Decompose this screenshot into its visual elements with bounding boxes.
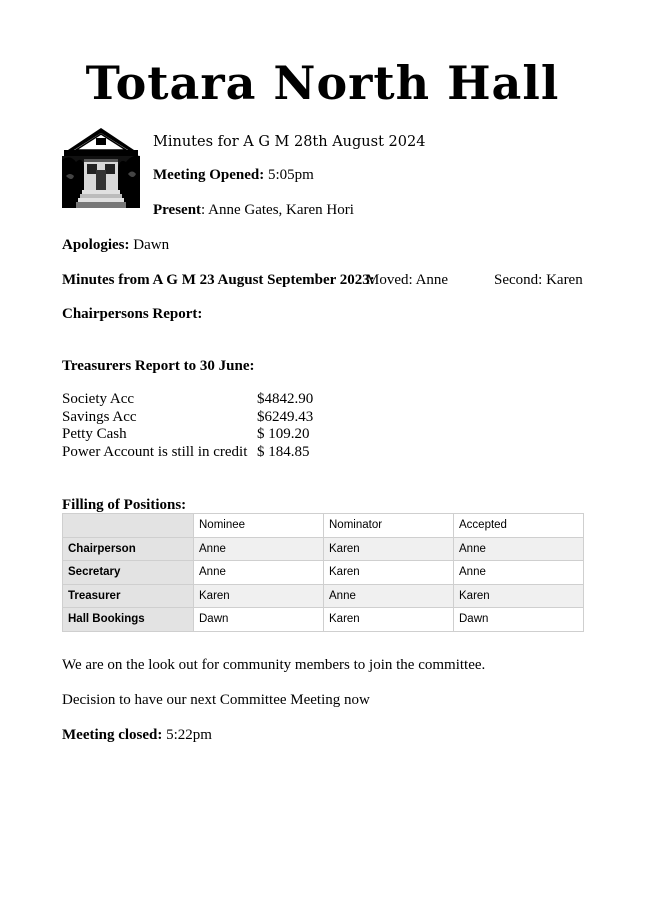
- table-header-cell: Nominee: [194, 514, 324, 538]
- table-row: [63, 561, 584, 585]
- meeting-closed-value: 5:22pm: [162, 727, 212, 743]
- table-cell: Karen: [454, 584, 584, 608]
- role-cell: Hall Bookings: [63, 608, 194, 632]
- treasurers-report-heading: [62, 357, 254, 375]
- decision-note: Decision to have our next Committee Meeting now: [62, 692, 370, 708]
- list-item: [62, 426, 313, 444]
- previous-minutes-second: Second: Karen: [494, 272, 583, 288]
- page-title: Totara North Hall: [85, 56, 560, 110]
- account-label: Petty Cash: [62, 426, 127, 442]
- meeting-closed-label: Meeting closed:: [62, 727, 163, 743]
- table-cell: Dawn: [194, 608, 324, 632]
- apologies: [62, 236, 169, 254]
- apologies-label: Apologies:: [62, 237, 130, 253]
- role-cell: Secretary: [63, 561, 194, 585]
- present: [153, 201, 354, 219]
- minutes-heading: Minutes for A G M 28th August 2024: [153, 134, 426, 150]
- account-value: $4842.90: [257, 391, 314, 407]
- treasurers-report-label: Treasurers Report to 30 June:: [62, 358, 255, 374]
- table-cell: Karen: [194, 584, 324, 608]
- table-header-row: [63, 514, 584, 538]
- previous-minutes: [62, 271, 375, 289]
- table-row: [63, 608, 584, 632]
- hall-building-icon: [62, 126, 140, 208]
- present-value: : Anne Gates, Karen Hori: [201, 202, 354, 218]
- table-cell: Karen: [324, 537, 454, 561]
- table-cell: Anne: [194, 561, 324, 585]
- account-value: $ 109.20: [257, 426, 310, 442]
- chairpersons-report: [62, 305, 202, 323]
- table-header-cell: [63, 514, 194, 538]
- treasurers-report-list: [62, 391, 313, 461]
- account-label: Society Acc: [62, 391, 135, 407]
- account-label: Power Account is still in credit: [62, 443, 248, 460]
- meeting-opened-value: 5:05pm: [264, 167, 314, 183]
- table-cell: Anne: [454, 561, 584, 585]
- positions-heading-label: Filling of Positions:: [62, 497, 187, 513]
- table-cell: Karen: [324, 608, 454, 632]
- meeting-opened: [153, 166, 314, 184]
- role-cell: Chairperson: [63, 537, 194, 561]
- meeting-opened-label: Meeting Opened:: [153, 167, 265, 183]
- table-row: [63, 537, 584, 561]
- table-cell: Anne: [194, 537, 324, 561]
- account-label: Savings Acc: [62, 408, 137, 425]
- table-cell: Anne: [454, 537, 584, 561]
- present-label: Present: [153, 202, 202, 218]
- positions-heading: [62, 496, 186, 514]
- table-cell: Anne: [324, 584, 454, 608]
- community-note: We are on the look out for community members to join the committee.: [62, 657, 486, 673]
- list-item: [62, 409, 313, 427]
- table-cell: Dawn: [454, 608, 584, 632]
- chairpersons-report-label: Chairpersons Report:: [62, 306, 203, 322]
- apologies-value: Dawn: [129, 237, 170, 253]
- table-header-cell: Nominator: [324, 514, 454, 538]
- previous-minutes-moved: Moved: Anne: [366, 272, 449, 288]
- previous-minutes-label: Minutes from A G M 23 August September 2023:: [62, 272, 375, 288]
- account-value: $6249.43: [257, 408, 314, 425]
- list-item: [62, 391, 313, 409]
- table-cell: Karen: [324, 561, 454, 585]
- table-row: [63, 584, 584, 608]
- meeting-closed: [62, 726, 212, 744]
- table-header-cell: Accepted: [454, 514, 584, 538]
- positions-table: [62, 513, 584, 632]
- role-cell: Treasurer: [63, 584, 194, 608]
- list-item: [62, 444, 313, 462]
- account-value: $ 184.85: [257, 443, 310, 460]
